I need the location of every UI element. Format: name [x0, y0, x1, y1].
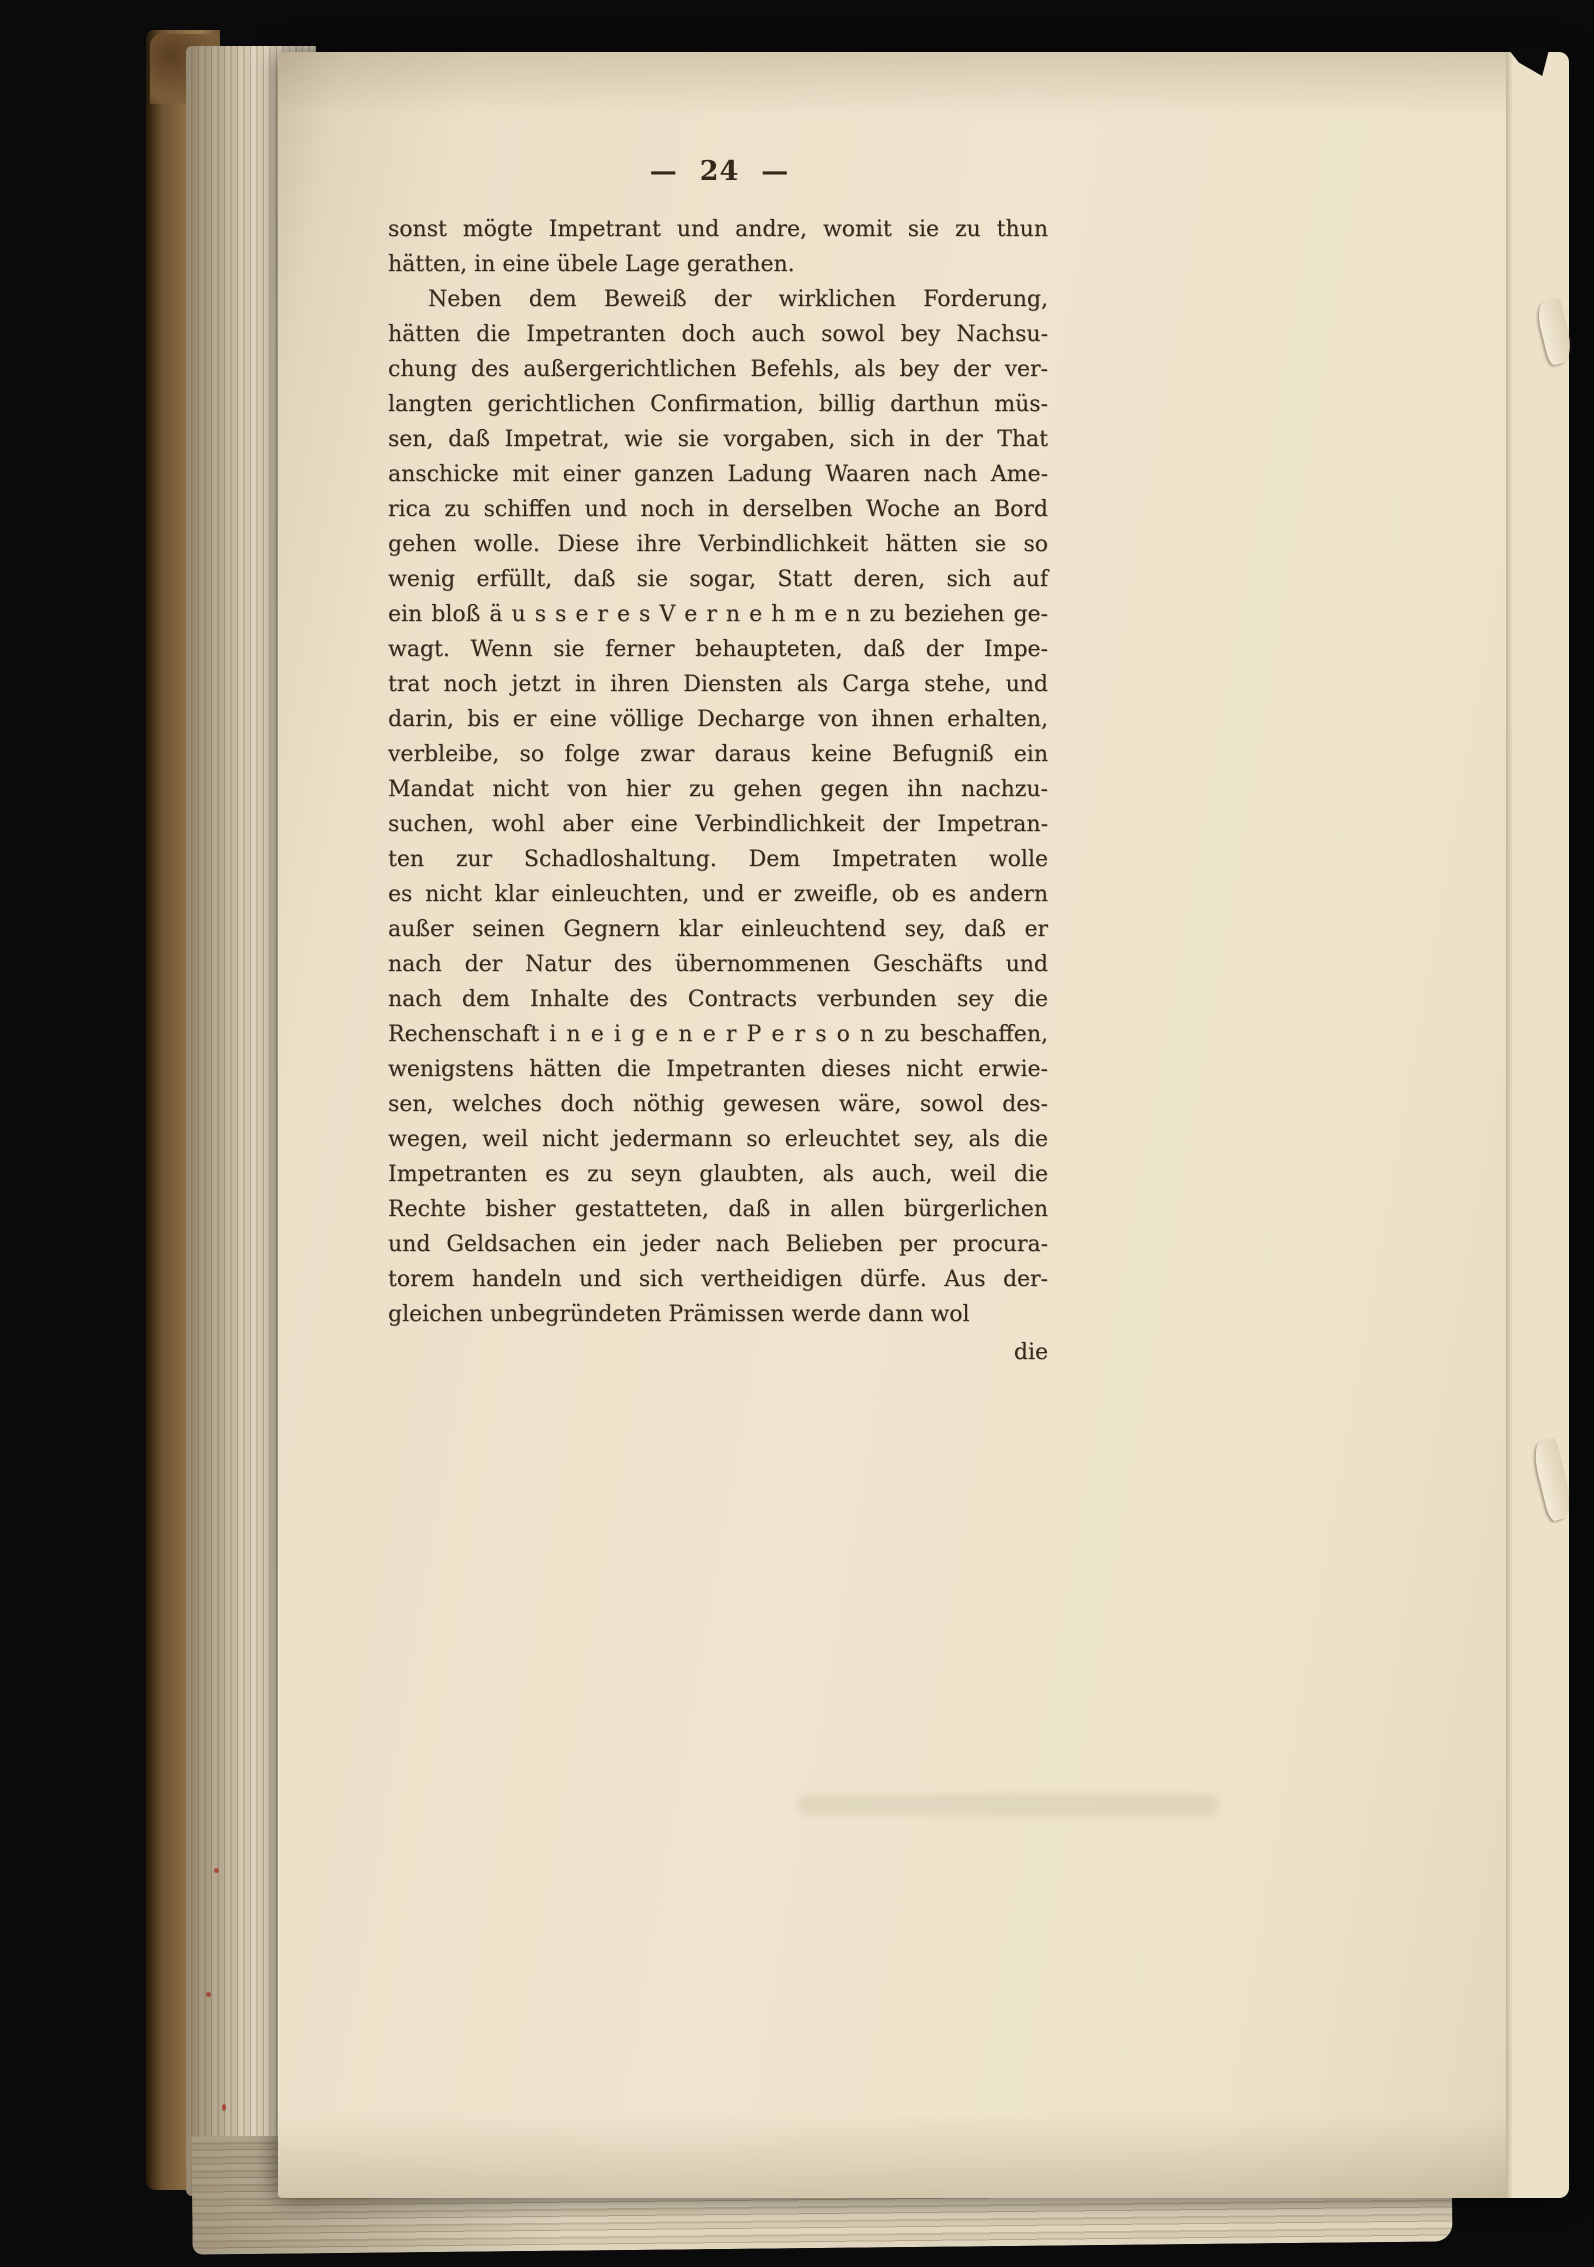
red-speckle — [222, 2104, 226, 2111]
header-dash-right: — — [761, 156, 790, 187]
text-line: wenig erfüllt, daß sie sogar, Statt deren, sich auf — [388, 567, 1048, 592]
red-speckle — [206, 1992, 211, 1997]
text-line: gehen wolle. Diese ihre Verbindlichkeit hätten sie so — [388, 532, 1048, 557]
text-line: hätten die Impetranten doch auch sowol bey Nachsu- — [388, 322, 1048, 347]
text-line: Impetranten es zu seyn glaubten, als auch, weil die — [388, 1162, 1048, 1187]
page-text — [388, 212, 1048, 1332]
text-line: rica zu schiffen und noch in derselben Woche an Bord — [388, 497, 1048, 522]
text-line: anschicke mit einer ganzen Ladung Waaren nach Ame- — [388, 462, 1048, 487]
text-line: langten gerichtlichen Confirmation, billig darthun müs- — [388, 392, 1048, 417]
text-line: verbleibe, so folge zwar daraus keine Befugniß ein — [388, 742, 1048, 767]
catchword: die — [1013, 1340, 1048, 1365]
red-speckle — [214, 1868, 219, 1873]
text-line: trat noch jetzt in ihren Diensten als Carga stehe, und — [388, 672, 1048, 697]
text-line: hätten, in eine übele Lage gerathen. — [388, 252, 795, 277]
text-line: torem handeln und sich vertheidigen dürfe. Aus der- — [388, 1267, 1048, 1292]
text-line: Neben dem Beweiß der wirklichen Forderung, — [428, 287, 1048, 312]
book-page — [278, 52, 1568, 2198]
page-number: 24 — [699, 156, 740, 187]
text-line: wenigstens hätten die Impetranten dieses nicht erwie- — [388, 1057, 1048, 1082]
text-line: wegen, weil nicht jedermann so erleuchtet sey, als die — [388, 1127, 1048, 1152]
text-line: sen, welches doch nöthig gewesen wäre, sowol des- — [388, 1092, 1048, 1117]
text-line: darin, bis er eine völlige Decharge von ihnen erhalten, — [388, 707, 1048, 732]
text-line: ein bloß ä u s s e r e s V e r n e h m e n zu beziehen ge- — [388, 602, 1048, 627]
text-line: chung des außergerichtlichen Befehls, als bey der ver- — [388, 357, 1048, 382]
show-through-smudge — [798, 1794, 1218, 1816]
text-line: nach der Natur des übernommenen Geschäfts und — [388, 952, 1048, 977]
text-line: gleichen unbegründeten Prämissen werde dann wol — [388, 1302, 970, 1327]
text-line: Rechte bisher gestatteten, daß in allen bürgerlichen — [388, 1197, 1048, 1222]
text-line: suchen, wohl aber eine Verbindlichkeit der Impetran- — [388, 812, 1048, 837]
text-line: wagt. Wenn sie ferner behaupteten, daß der Impe- — [388, 637, 1048, 662]
header-dash-left: — — [649, 156, 678, 187]
text-line: Mandat nicht von hier zu gehen gegen ihn nachzu- — [388, 777, 1048, 802]
adjacent-page-edge — [1506, 52, 1569, 2198]
page-number-header — [392, 156, 1047, 187]
text-line: sen, daß Impetrat, wie sie vorgaben, sich in der That — [388, 427, 1048, 452]
text-line: ten zur Schadloshaltung. Dem Impetraten wolle — [388, 847, 1048, 872]
text-line: sonst mögte Impetrant und andre, womit sie zu thun — [388, 217, 1048, 242]
text-line: und Geldsachen ein jeder nach Belieben per procura- — [388, 1232, 1048, 1257]
text-line: es nicht klar einleuchten, und er zweifle, ob es andern — [388, 882, 1048, 907]
text-line: Rechenschaft i n e i g e n e r P e r s o n zu beschaffen, — [388, 1022, 1048, 1047]
text-line: nach dem Inhalte des Contracts verbunden sey die — [388, 987, 1048, 1012]
text-line: außer seinen Gegnern klar einleuchtend sey, daß er — [388, 917, 1048, 942]
